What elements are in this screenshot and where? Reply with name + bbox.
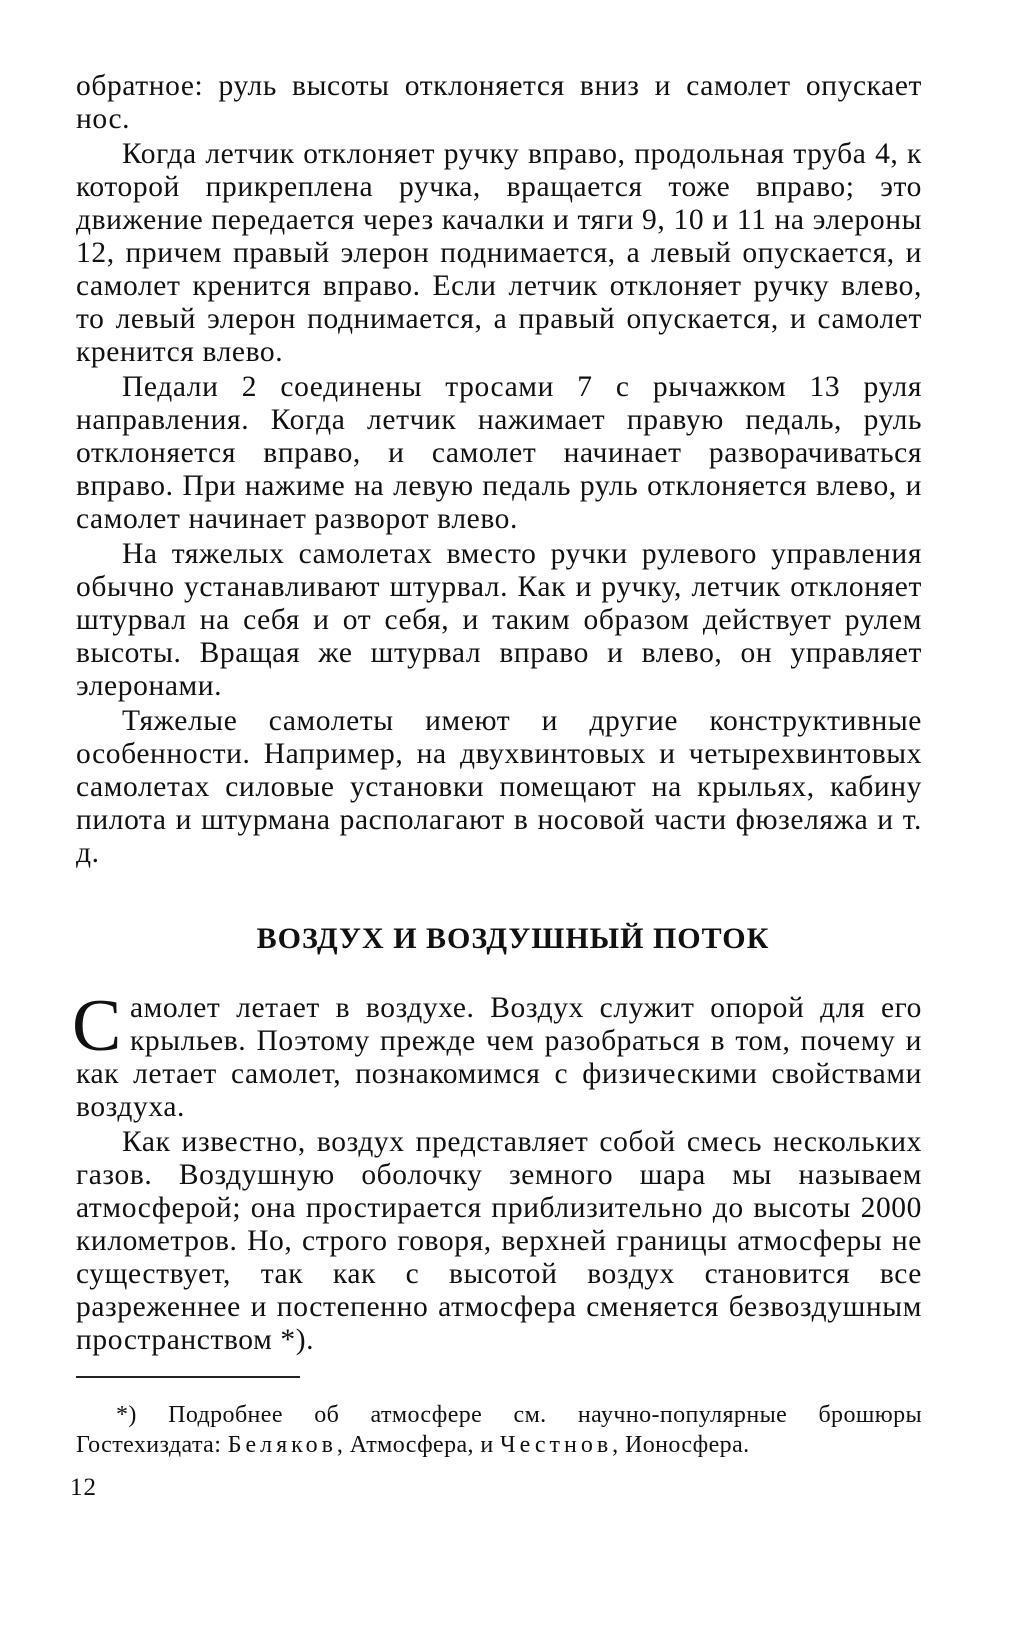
paragraph: Как известно, воздух представляет собой смесь нескольких газов. Воздушную оболочку земного шара мы называем атмосферой; она простирается приблизительно до высоты 2000 километров. Но, строго говоря, верхней границы атмосферы не существует, так как с высотой воздух становится все разреженнее и постепенно атмосфера сменяется безвоздушным пространством *). [76, 1126, 922, 1356]
section-heading: ВОЗДУХ И ВОЗДУШНЫЙ ПОТОК [256, 922, 770, 955]
paragraph: На тяжелых самолетах вместо ручки рулевого управления обычно устанавливают штурвал. Как и ручку, летчик отклоняет штурвал на себя и от себя, и таким образом действует рулем высоты. Вращая же штурвал вправо и влево, он управляет элеронами. [76, 538, 922, 702]
paragraph-with-dropcap [72, 985, 922, 1124]
paragraph: обратное: руль высоты отклоняется вниз и самолет опускает нос. [76, 70, 922, 135]
footnote-text [76, 1400, 922, 1460]
footnote-part: , Атмосфера, и [336, 1432, 500, 1458]
body-text-top [76, 70, 922, 870]
paragraph: Тяжелые самолеты имеют и другие конструктивные особенности. Например, на двухвинтовых и четырехвинтовых самолетах силовые установки помещают на крыльях, кабину пилота и штурмана располагают в носовой части фюзеляжа и т. д. [76, 705, 922, 869]
paragraph-text: амолет летает в воздухе. Воздух служит опорой для его крыльев. Поэтому прежде чем разобраться в том, почему и как летает самолет, познакомимся с физическими свойствами воздуха. [76, 992, 922, 1123]
paragraph: Педали 2 соединены тросами 7 с рычажком 13 руля направления. Когда летчик нажимает правую педаль, руль отклоняется вправо, и самолет начинает разворачиваться вправо. При нажиме на левую педаль руль отклоняется влево, и самолет начинает разворот влево. [76, 371, 922, 535]
footnote-author: Беляков [227, 1432, 337, 1458]
footnote-author: Честнов [499, 1432, 613, 1458]
footnote [76, 1400, 922, 1460]
body-text-bottom [72, 985, 922, 1357]
footnote-part: *) Подробнее об атмосфере см. научно-популярные брошюры Гостехиздата: [76, 1402, 922, 1458]
footnote-part: , Ионосфера. [612, 1432, 750, 1458]
paragraph: Когда летчик отклоняет ручку вправо, продольная труба 4, к которой прикреплена ручка, вращается тоже вправо; это движение передается через качалки и тяги 9, 10 и 11 на элероны 12, причем правый элерон поднимается, а левый опускается, и самолет кренится вправо. Если летчик отклоняет ручку влево, то левый элерон поднимается, а правый опускается, и самолет кренится влево. [76, 138, 922, 368]
footnote-divider [76, 1376, 300, 1378]
drop-cap: С [72, 985, 122, 1067]
page-number: 12 [70, 1474, 97, 1501]
